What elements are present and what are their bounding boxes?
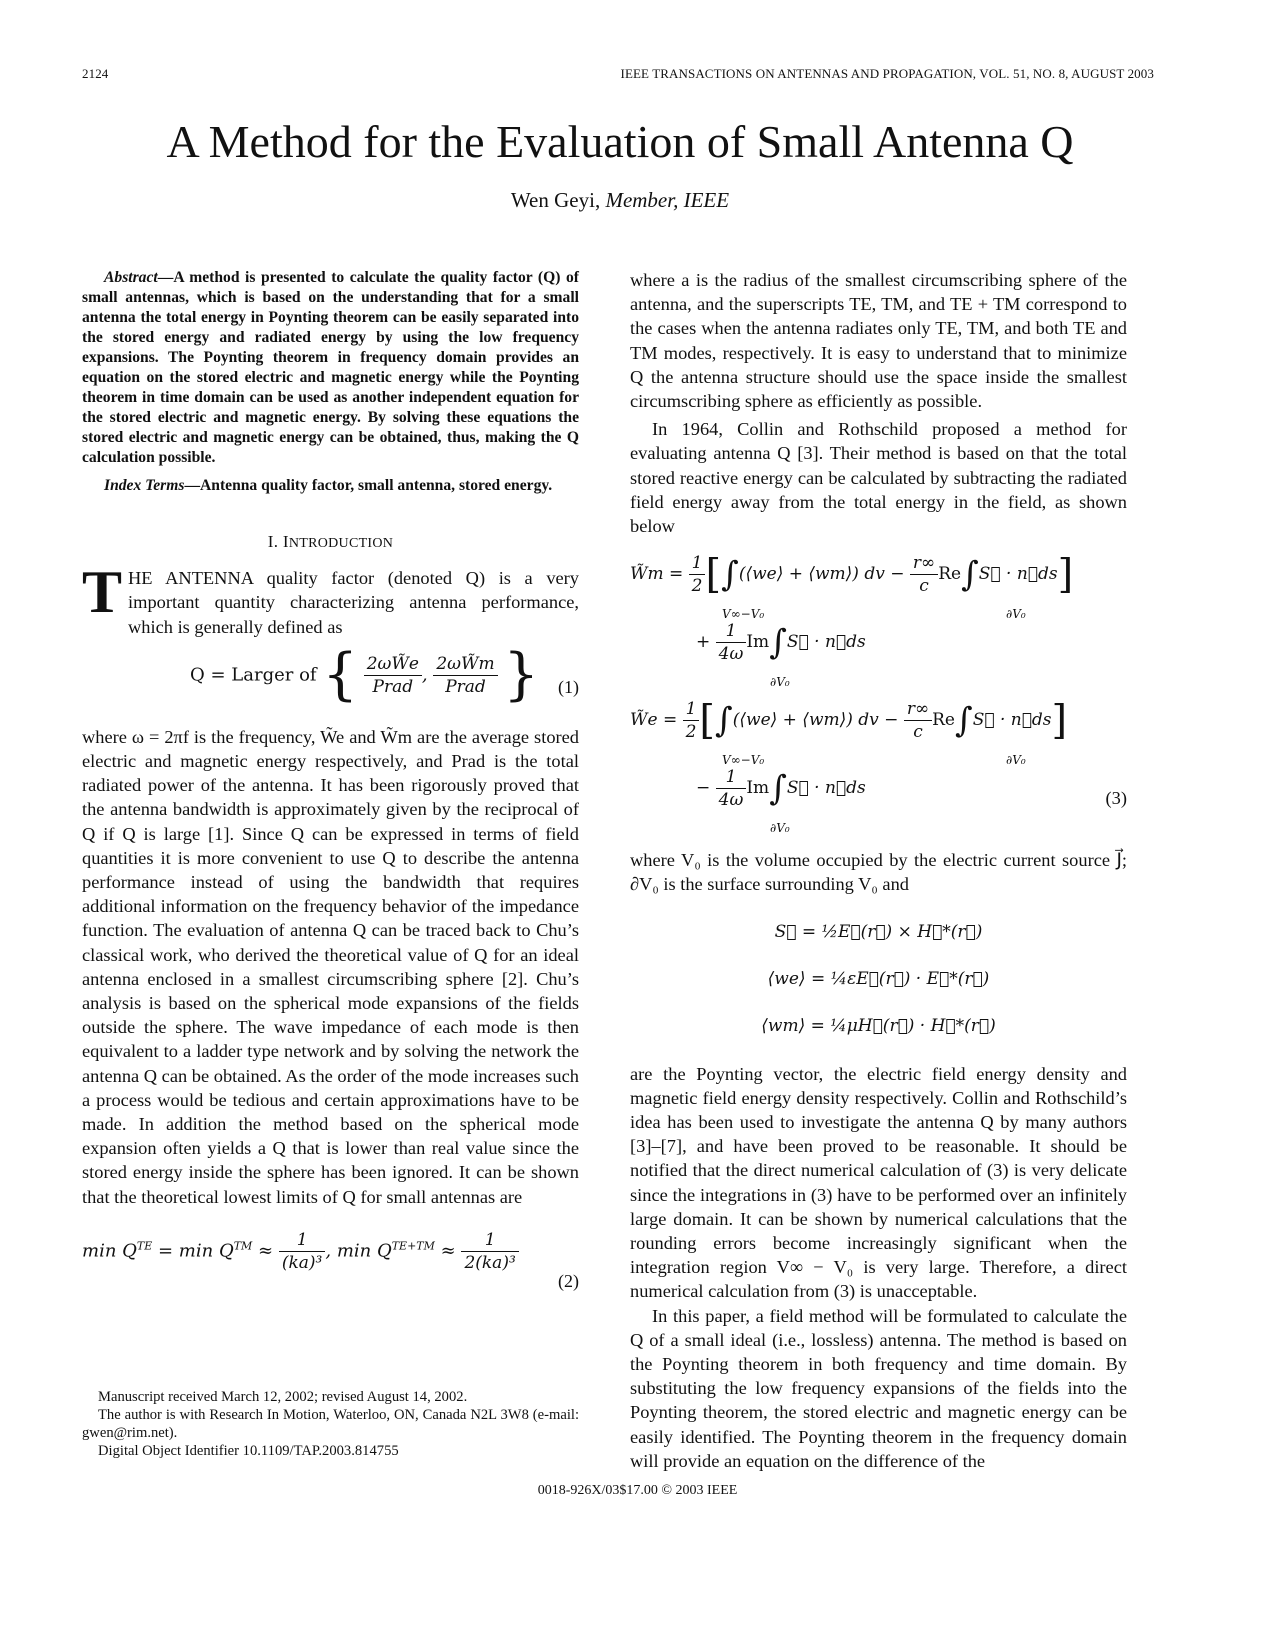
- eq3-we-rfrac: [904, 698, 932, 743]
- eq2-sup1: TE: [136, 1239, 153, 1253]
- abstract: [82, 268, 579, 468]
- def-poynting: S⃗ = ½E⃗(r⃗) × H⃗*(r⃗): [774, 921, 983, 942]
- eq2-number: (2): [558, 1270, 579, 1291]
- eq2-part1: min Q: [82, 1240, 137, 1262]
- eq3-we-im-surf: S⃗ · n⃗ds: [786, 778, 866, 799]
- eq3-wm-plus: +: [696, 632, 711, 653]
- eq3-we-rden: c: [913, 722, 923, 743]
- right-paragraph-3: where V₀ is the volume occupied by the electric current source J⃗; ∂V₀ is the surface surrounding V₀ and: [630, 850, 1127, 895]
- eq3-wm-re: Re: [938, 564, 962, 585]
- eq3-we-minus: −: [696, 778, 711, 799]
- index-terms-label: Index Terms: [104, 477, 185, 494]
- eq3-wm-im: Im: [746, 632, 770, 653]
- eq3-we-im-domain: ∂V₀: [770, 821, 790, 836]
- eq2-sup2: TM: [233, 1239, 253, 1253]
- journal-header: IEEE TRANSACTIONS ON ANTENNAS AND PROPAGATION, VOL. 51, NO. 8, AUGUST 2003: [620, 66, 1154, 81]
- eq3-we-surf-domain: ∂V₀: [1006, 753, 1026, 768]
- section-title-rest: NTRODUCTION: [288, 536, 394, 551]
- eq3-we-lhs: W̃e =: [630, 710, 683, 731]
- eq3-wm-surface-integral: ∫: [961, 554, 979, 595]
- eq3-wm-qfrac: [716, 620, 747, 665]
- eq3-we-rbracket: ]: [1051, 697, 1068, 744]
- eq3-we-half-den: 2: [685, 722, 697, 743]
- drop-cap: T: [82, 559, 123, 626]
- footnotes: [82, 1388, 579, 1460]
- field-definitions: [630, 909, 1127, 1050]
- eq3-wm-im-domain: ∂V₀: [770, 675, 790, 690]
- right-paragraph-4: are the Poynting vector, the electric field energy density and magnetic field energy density respectively. Collin and Rothschild’s idea has been used to investigate the antenna Q by many authors [3]–[7], and have been proved to be reasonable. It should be notified that the direct numerical calculation of (3) is very delicate since the integrations in (3) have to be performed over an infinitely large domain. It can be shown by numerical calculations that the rounding errors become increasingly significant when the integration region V∞ − V₀ is very large. Therefore, a direct numerical calculation from (3) is unacceptable.: [630, 1063, 1127, 1302]
- eq3-wm-qnum: 1: [716, 620, 747, 643]
- paper-title: A Method for the Evaluation of Small Antenna Q: [166, 116, 1074, 167]
- eq1-frac-m: [433, 653, 497, 698]
- eq3-we-im-row: [696, 766, 866, 811]
- eq3-we-vol-domain: V∞−V₀: [722, 753, 765, 768]
- eq2-den1: (ka)³: [281, 1252, 323, 1273]
- eq3-wm-row: [630, 552, 1073, 597]
- right-paragraph-1: where a is the radius of the smallest circumscribing sphere of the antenna, and the superscripts TE, TM, and TE + TM correspond to the cases when the antenna radiates only TE, TM, and both TE and TM modes, respectively. It is easy to understand that to minimize Q the antenna structure should use the space inside the smallest circumscribing sphere as efficiently as possible.: [630, 270, 1127, 412]
- eq2-part3: , min Q: [325, 1240, 392, 1262]
- eq1-den2: Prad: [445, 676, 486, 697]
- eq3-wm-half-num: 1: [689, 552, 706, 575]
- author-name: Wen Geyi,: [510, 188, 601, 212]
- eq3-we-re: Re: [932, 710, 955, 731]
- abstract-label: Abstract: [104, 269, 158, 286]
- intro-paragraph-1: [82, 559, 579, 639]
- right-paragraph-5: In this paper, a field method will be formulated to calculate the Q of a small ideal (i.e., lossless) antenna. The method is based on the Poynting theorem in both frequency and time domain. By substituting the low frequency expansions of the fields into the Poynting theorem, the stored electric and magnetic energy can be easily identified. The Poynting theorem in the frequency domain will provide an equation on the difference of the: [630, 1305, 1127, 1471]
- eq3-wm-surf: S⃗ · n⃗ds: [978, 564, 1058, 585]
- eq3-we-row: [630, 698, 1067, 743]
- eq1-number: (1): [558, 676, 579, 697]
- eq3-wm-qden: 4ω: [718, 644, 744, 665]
- eq3-wm-rfrac: [910, 552, 938, 597]
- eq3-wm-lhs: W̃m =: [630, 564, 689, 585]
- section-number: I.: [267, 532, 279, 551]
- eq3-we-qden: 4ω: [718, 790, 744, 811]
- eq3-wm-vol-domain: V∞−V₀: [722, 607, 765, 622]
- author-role: Member, IEEE: [605, 188, 730, 212]
- index-terms: [82, 476, 579, 496]
- eq2-frac1: [279, 1229, 326, 1274]
- footnote-doi: Digital Object Identifier 10.1109/TAP.2003.814755: [98, 1443, 399, 1459]
- eq2-den2: 2(ka)³: [464, 1252, 516, 1273]
- abstract-text: —A method is presented to calculate the quality factor (Q) of small antennas, which is based on the understanding that for a small antenna the total energy in Poynting theorem can be easily separated into the stored energy and radiated energy by using the low frequency expansions. The Poynting theorem in frequency domain provides an equation on the stored electric and magnetic energy while the Poynting theorem in time domain can be used as another independent equation for the stored electric and magnetic energy. By solving these equations the stored electric and magnetic energy can be obtained, thus, making the Q calculation possible.: [82, 269, 579, 466]
- eq3-we-qnum: 1: [716, 766, 747, 789]
- eq3-wm-lbracket: [: [705, 551, 722, 598]
- eq3-number: (3): [1105, 788, 1127, 809]
- eq3-we-half-num: 1: [683, 698, 700, 721]
- eq3-we-surf: S⃗ · n⃗ds: [972, 710, 1052, 731]
- index-terms-text: —Antenna quality factor, small antenna, stored energy.: [184, 477, 553, 494]
- right-column: [630, 268, 1127, 1473]
- equation-2: [82, 1223, 579, 1295]
- eq1-den1: Prad: [372, 676, 414, 697]
- eq3-we-im-integral: ∫: [769, 768, 787, 809]
- eq1-num2: 2ωW̃m: [433, 653, 497, 676]
- equation-3: [630, 548, 1127, 848]
- equation-1: Q = Larger of { $\frac{2\omega W̃e}{\text{Prad}}$ , $\frac{2\omega W̃m}{\text{Prad}}$ } (1): [190, 642, 579, 708]
- def-electric-density: ⟨we⟩ = ¼εE⃗(r⃗) · E⃗*(r⃗): [767, 968, 990, 989]
- eq1-num1: 2ωW̃e: [364, 653, 422, 676]
- section-heading: [82, 530, 579, 556]
- eq3-we-integral: ∫: [715, 700, 733, 741]
- footnote-affiliation: The author is with Research In Motion, Waterloo, ON, Canada N2L 3W8 (e-mail: gwen@rim.net).: [82, 1407, 579, 1441]
- eq3-we-integrand: (⟨we⟩ + ⟨wm⟩) dv −: [732, 710, 904, 731]
- eq2-approx: ≈: [252, 1240, 279, 1262]
- intro-paragraph-2: where ω = 2πf is the frequency, W̃e and W̃m are the average stored electric and magnetic energy respectively, and Prad is the total radiated power of the antenna. It has been rigorously proved that the antenna bandwidth is approximately given by the reciprocal of Q if Q is large [1]. Since Q can be expressed in terms of field quantities it is more convenient to use Q to describe the antenna performance instead of using the bandwidth that requires additional information on the frequency behavior of the impedance function. The evaluation of antenna Q can be traced back to Chu’s classical work, who derived the theoretical value of Q for an ideal antenna enclosed in a smallest circumscribing sphere [2]. Chu’s analysis is based on the spherical mode expansions of the fields outside the sphere. The wave impedance of each mode is then equivalent to a ladder type network and by solving the network the antenna Q can be obtained. As the order of the mode increases such a process would be tedious and certain approximations have to be made. In addition the method based on the spherical mode expansion often yields a Q that is lower than real value since the stored energy inside the sphere has been ignored. It can be shown that the theoretical lowest limits of Q for small antennas are: [82, 726, 579, 1207]
- page-number: 2124: [82, 66, 109, 81]
- copyright-footer: 0018-926X/03$17.00 © 2003 IEEE: [537, 1483, 738, 1498]
- eq3-wm-im-surf: S⃗ · n⃗ds: [786, 632, 866, 653]
- eq3-wm-rden: c: [919, 576, 929, 597]
- eq3-we-half: [683, 698, 700, 743]
- eq3-wm-im-integral: ∫: [769, 622, 787, 663]
- footnote-received: Manuscript received March 12, 2002; revised August 14, 2002.: [98, 1389, 468, 1405]
- eq3-we-im: Im: [746, 778, 770, 799]
- eq3-we-lbracket: [: [699, 697, 716, 744]
- eq2-num1: 1: [279, 1229, 326, 1252]
- eq2-num2: 1: [461, 1229, 518, 1252]
- eq3-we-rnum: r∞: [904, 698, 932, 721]
- eq3-we-surface-integral: ∫: [955, 700, 973, 741]
- author-line: [0, 188, 1240, 213]
- eq1-left-brace: {: [322, 642, 358, 708]
- right-paragraph-2: In 1964, Collin and Rothschild proposed a method for evaluating antenna Q [3]. Their method is based on that the total stored reactive energy can be calculated by subtracting the radiated field energy away from the total energy in the field, as shown below: [630, 419, 1127, 537]
- eq1-lhs: Q = Larger of: [190, 664, 317, 686]
- def-magnetic-density: ⟨wm⟩ = ¼μH⃗(r⃗) · H⃗*(r⃗): [761, 1015, 996, 1036]
- eq3-wm-half: [689, 552, 706, 597]
- eq2-approx-2: ≈: [434, 1240, 462, 1262]
- eq3-wm-rbracket: ]: [1057, 551, 1074, 598]
- section-title-first: I: [282, 532, 289, 551]
- eq3-wm-integrand: (⟨we⟩ + ⟨wm⟩) dv −: [738, 564, 910, 585]
- eq3-wm-half-den: 2: [691, 576, 703, 597]
- eq3-wm-im-row: [696, 620, 866, 665]
- eq3-we-qfrac: [716, 766, 747, 811]
- eq2-part2: = min Q: [152, 1240, 234, 1262]
- eq1-right-brace: }: [503, 642, 540, 708]
- eq3-wm-integral: ∫: [721, 554, 739, 595]
- eq2-sup3: TE+TM: [391, 1239, 435, 1253]
- left-column: [82, 268, 579, 1303]
- eq2-frac2: [461, 1229, 518, 1274]
- eq3-wm-surf-domain: ∂V₀: [1006, 607, 1026, 622]
- eq1-frac-e: [364, 653, 422, 698]
- eq3-wm-rnum: r∞: [910, 552, 938, 575]
- intro-p1-text: HE ANTENNA quality factor (denoted Q) is a very important quantity characterizing antenna performance, which is generally defined as: [128, 568, 579, 637]
